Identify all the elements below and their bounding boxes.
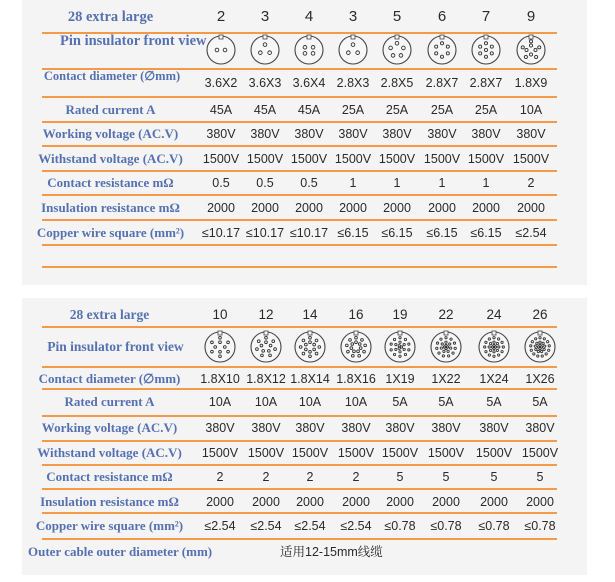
header-label: 28 extra large [69, 307, 150, 322]
connector-24pin-icon [477, 330, 511, 364]
copper-wire-row-value: ≤2.54 [340, 519, 372, 533]
pin-insulator-icon [339, 330, 373, 364]
core-count: 6 [437, 8, 447, 25]
rated-current-row-value: 5A [392, 395, 408, 409]
working-voltage-row-value: 380V [294, 127, 324, 141]
insulation-resistance-row-value: 2000 [339, 201, 367, 215]
row-divider [42, 538, 557, 540]
spec-table-large-cores [22, 298, 587, 575]
copper-wire-row-value: ≤6.15 [337, 226, 369, 240]
pin-insulator-icon [293, 34, 325, 66]
contact-resistance-row-value: 0.5 [212, 176, 230, 190]
copper-wire-row-value: ≤6.15 [426, 226, 458, 240]
row-divider [42, 145, 557, 147]
contact-resistance-row-value: 5 [490, 470, 498, 484]
working-voltage-row-value: 380V [479, 421, 509, 435]
rated-current-row-value: 5A [532, 395, 548, 409]
contact-diameter-row-value: 1.8X9 [514, 76, 548, 90]
contact-resistance-row-value: 2 [216, 470, 224, 484]
contact-diameter-row-value: 1X24 [479, 372, 509, 386]
withstand-voltage-row-value: 1500V [423, 152, 461, 166]
connector-9pin-icon [515, 34, 547, 66]
core-count: 26 [532, 307, 548, 322]
contact-diameter-row-value: 1.8X16 [336, 372, 376, 386]
core-count: 5 [392, 8, 402, 25]
connector-5pin-icon [381, 34, 413, 66]
insulation-resistance-row-label: Insulation resistance mΩ [41, 200, 180, 215]
withstand-voltage-row-value: 1500V [475, 446, 513, 460]
insulation-resistance-row-value: 2000 [252, 495, 280, 509]
insulation-resistance-row-value: 2000 [295, 201, 323, 215]
core-count: 7 [481, 8, 491, 25]
working-voltage-row-value: 380V [525, 421, 555, 435]
connector-16pin-icon [339, 330, 373, 364]
pin-insulator-icon [249, 34, 281, 66]
contact-diameter-row-value: 1X22 [431, 372, 461, 386]
copper-wire-row-value: ≤10.17 [201, 226, 241, 240]
insulation-resistance-row-value: 2000 [296, 495, 324, 509]
contact-diameter-row-value: 3.6X4 [292, 76, 326, 90]
pin-insulator-icon [523, 330, 557, 364]
copper-wire-row-value: ≤0.78 [430, 519, 462, 533]
contact-resistance-row-value: 2 [527, 176, 535, 190]
insulation-resistance-row-value: 2000 [251, 201, 279, 215]
working-voltage-row-value: 380V [516, 127, 546, 141]
withstand-voltage-row-value: 1500V [291, 446, 329, 460]
contact-resistance-row-value: 0.5 [300, 176, 318, 190]
rated-current-row-value: 5A [486, 395, 502, 409]
connector-4pin-icon [293, 34, 325, 66]
connector-6pin-icon [426, 34, 458, 66]
contact-diameter-row-value: 1X26 [525, 372, 555, 386]
working-voltage-row-value: 380V [206, 127, 236, 141]
row-divider [42, 244, 557, 246]
contact-diameter-row-value: 1X19 [385, 372, 415, 386]
contact-resistance-row-value: 5 [442, 470, 450, 484]
core-count: 12 [258, 307, 274, 322]
rated-current-row-value: 10A [298, 395, 322, 409]
withstand-voltage-row-value: 1500V [337, 446, 375, 460]
connector-14pin-icon [293, 330, 327, 364]
rated-current-row-label: Rated current A [64, 394, 155, 409]
rated-current-row-value: 10A [344, 395, 368, 409]
rated-current-row-value: 10A [519, 103, 543, 117]
contact-diameter-row-label: Contact diameter (∅mm) [43, 69, 181, 83]
core-count: 24 [486, 307, 502, 322]
copper-wire-row-value: ≤2.54 [250, 519, 282, 533]
working-voltage-row-label: Working voltage (AC.V) [42, 126, 179, 141]
connector-10pin-icon [203, 330, 237, 364]
withstand-voltage-row-label: Withstand voltage (AC.V) [37, 445, 182, 460]
copper-wire-row-label: Copper wire square (mm²) [36, 225, 185, 240]
core-count: 3 [348, 8, 358, 25]
pin-insulator-icon [426, 34, 458, 66]
working-voltage-row-value: 380V [341, 421, 371, 435]
row-divider [42, 366, 557, 368]
contact-resistance-row-label: Contact resistance mΩ [47, 175, 174, 190]
front-view-label: Pin insulator front view [60, 33, 207, 49]
core-count: 14 [302, 307, 318, 322]
rated-current-row-value: 10A [208, 395, 232, 409]
copper-wire-row-value: ≤10.17 [245, 226, 285, 240]
contact-resistance-row-label: Contact resistance mΩ [46, 469, 173, 484]
pin-insulator-icon [429, 330, 463, 364]
working-voltage-row-value: 380V [338, 127, 368, 141]
front-view-label: Pin insulator front view [47, 339, 184, 354]
pin-insulator-icon [203, 330, 237, 364]
contact-diameter-row-value: 2.8X3 [336, 76, 370, 90]
withstand-voltage-row-value: 1500V [378, 152, 416, 166]
copper-wire-row-value: ≤2.54 [515, 226, 547, 240]
contact-diameter-row-value: 1.8X14 [290, 372, 330, 386]
core-count: 4 [304, 8, 314, 25]
rated-current-row-value: 25A [474, 103, 498, 117]
contact-diameter-row-value: 1.8X10 [200, 372, 240, 386]
working-voltage-row-value: 380V [251, 421, 281, 435]
contact-resistance-row-value: 2 [352, 470, 360, 484]
contact-resistance-row-value: 2 [262, 470, 270, 484]
core-count: 9 [526, 8, 536, 25]
rated-current-row-value: 45A [209, 103, 233, 117]
working-voltage-row-value: 380V [250, 127, 280, 141]
connector-22pin-icon [429, 330, 463, 364]
rated-current-row-value: 10A [254, 395, 278, 409]
connector-26pin-icon [523, 330, 557, 364]
working-voltage-row-value: 380V [205, 421, 235, 435]
core-count: 3 [260, 8, 270, 25]
contact-diameter-row-value: 3.6X3 [248, 76, 282, 90]
connector-19pin-icon [383, 330, 417, 364]
header-label: 28 extra large [67, 9, 154, 25]
row-divider [42, 266, 557, 268]
insulation-resistance-row-value: 2000 [526, 495, 554, 509]
insulation-resistance-row-value: 2000 [207, 201, 235, 215]
core-count: 10 [212, 307, 228, 322]
contact-resistance-row-value: 5 [396, 470, 404, 484]
connector-12pin-icon [249, 330, 283, 364]
rated-current-row-value: 5A [438, 395, 454, 409]
withstand-voltage-row-value: 1500V [467, 152, 505, 166]
insulation-resistance-row-value: 2000 [432, 495, 460, 509]
copper-wire-row-value: ≤6.15 [381, 226, 413, 240]
working-voltage-row-label: Working voltage (AC.V) [41, 420, 178, 435]
withstand-voltage-row-value: 1500V [334, 152, 372, 166]
withstand-voltage-row-value: 1500V [202, 152, 240, 166]
row-divider [42, 219, 557, 221]
insulation-resistance-row-value: 2000 [342, 495, 370, 509]
insulation-resistance-row-value: 2000 [383, 201, 411, 215]
insulation-resistance-row-value: 2000 [472, 201, 500, 215]
contact-diameter-row-value: 2.8X7 [425, 76, 459, 90]
working-voltage-row-value: 380V [385, 421, 415, 435]
working-voltage-row-value: 380V [382, 127, 412, 141]
working-voltage-row-value: 380V [471, 127, 501, 141]
pin-insulator-icon [477, 330, 511, 364]
pin-insulator-icon [515, 34, 547, 66]
insulation-resistance-row-value: 2000 [206, 495, 234, 509]
withstand-voltage-row-value: 1500V [247, 446, 285, 460]
insulation-resistance-row-value: 2000 [517, 201, 545, 215]
core-count: 16 [348, 307, 364, 322]
pin-insulator-icon [381, 34, 413, 66]
pin-insulator-icon [337, 34, 369, 66]
connector-3pin-icon [249, 34, 281, 66]
core-count: 2 [216, 8, 226, 25]
contact-diameter-row-label: Contact diameter (∅mm) [38, 371, 181, 386]
rated-current-row-label: Rated current A [65, 102, 156, 117]
contact-resistance-row-value: 1 [482, 176, 490, 190]
contact-resistance-row-value: 1 [438, 176, 446, 190]
rated-current-row-value: 45A [297, 103, 321, 117]
contact-diameter-row-value: 2.8X5 [380, 76, 414, 90]
contact-diameter-row-value: 2.8X7 [469, 76, 503, 90]
contact-resistance-row-value: 1 [393, 176, 401, 190]
copper-wire-row-value: ≤2.54 [294, 519, 326, 533]
withstand-voltage-row-label: Withstand voltage (AC.V) [38, 151, 183, 166]
contact-resistance-row-value: 0.5 [256, 176, 274, 190]
copper-wire-row-value: ≤6.15 [470, 226, 502, 240]
row-divider [42, 96, 557, 98]
withstand-voltage-row-value: 1500V [246, 152, 284, 166]
withstand-voltage-row-value: 1500V [512, 152, 550, 166]
connector-3pin-icon [337, 34, 369, 66]
copper-wire-row-value: ≤0.78 [384, 519, 416, 533]
contact-diameter-row-value: 3.6X2 [204, 76, 238, 90]
rated-current-row-value: 25A [385, 103, 409, 117]
copper-wire-row-value: ≤0.78 [478, 519, 510, 533]
withstand-voltage-row-value: 1500V [290, 152, 328, 166]
working-voltage-row-value: 380V [295, 421, 325, 435]
core-count: 19 [392, 307, 408, 322]
contact-diameter-row-value: 1.8X12 [246, 372, 286, 386]
copper-wire-row-label: Copper wire square (mm²) [35, 518, 184, 533]
withstand-voltage-row-value: 1500V [427, 446, 465, 460]
insulation-resistance-row-label: Insulation resistance mΩ [40, 494, 179, 509]
row-divider [42, 488, 557, 490]
copper-wire-row-value: ≤0.78 [524, 519, 556, 533]
working-voltage-row-value: 380V [427, 127, 457, 141]
insulation-resistance-row-value: 2000 [480, 495, 508, 509]
connector-2pin-icon [205, 34, 237, 66]
withstand-voltage-row-value: 1500V [381, 446, 419, 460]
copper-wire-row-value: ≤2.54 [204, 519, 236, 533]
contact-resistance-row-value: 2 [306, 470, 314, 484]
working-voltage-row-value: 380V [431, 421, 461, 435]
contact-resistance-row-value: 1 [349, 176, 357, 190]
pin-insulator-icon [293, 330, 327, 364]
row-divider [42, 194, 557, 196]
withstand-voltage-row-value: 1500V [521, 446, 559, 460]
outer-cable-diameter-label: Outer cable outer diameter (mm) [28, 544, 213, 559]
copper-wire-row-value: ≤10.17 [289, 226, 329, 240]
rated-current-row-value: 45A [253, 103, 277, 117]
pin-insulator-icon [249, 330, 283, 364]
connector-7pin-icon [470, 34, 502, 66]
rated-current-row-value: 25A [430, 103, 454, 117]
withstand-voltage-row-value: 1500V [201, 446, 239, 460]
rated-current-row-value: 25A [341, 103, 365, 117]
core-count: 22 [438, 307, 454, 322]
pin-insulator-icon [470, 34, 502, 66]
outer-cable-diameter-value: 适用12-15mm线缆 [280, 545, 383, 559]
insulation-resistance-row-value: 2000 [428, 201, 456, 215]
spec-table-small-cores [22, 0, 587, 285]
pin-insulator-icon [383, 330, 417, 364]
insulation-resistance-row-value: 2000 [386, 495, 414, 509]
pin-insulator-icon [205, 34, 237, 66]
contact-resistance-row-value: 5 [536, 470, 544, 484]
